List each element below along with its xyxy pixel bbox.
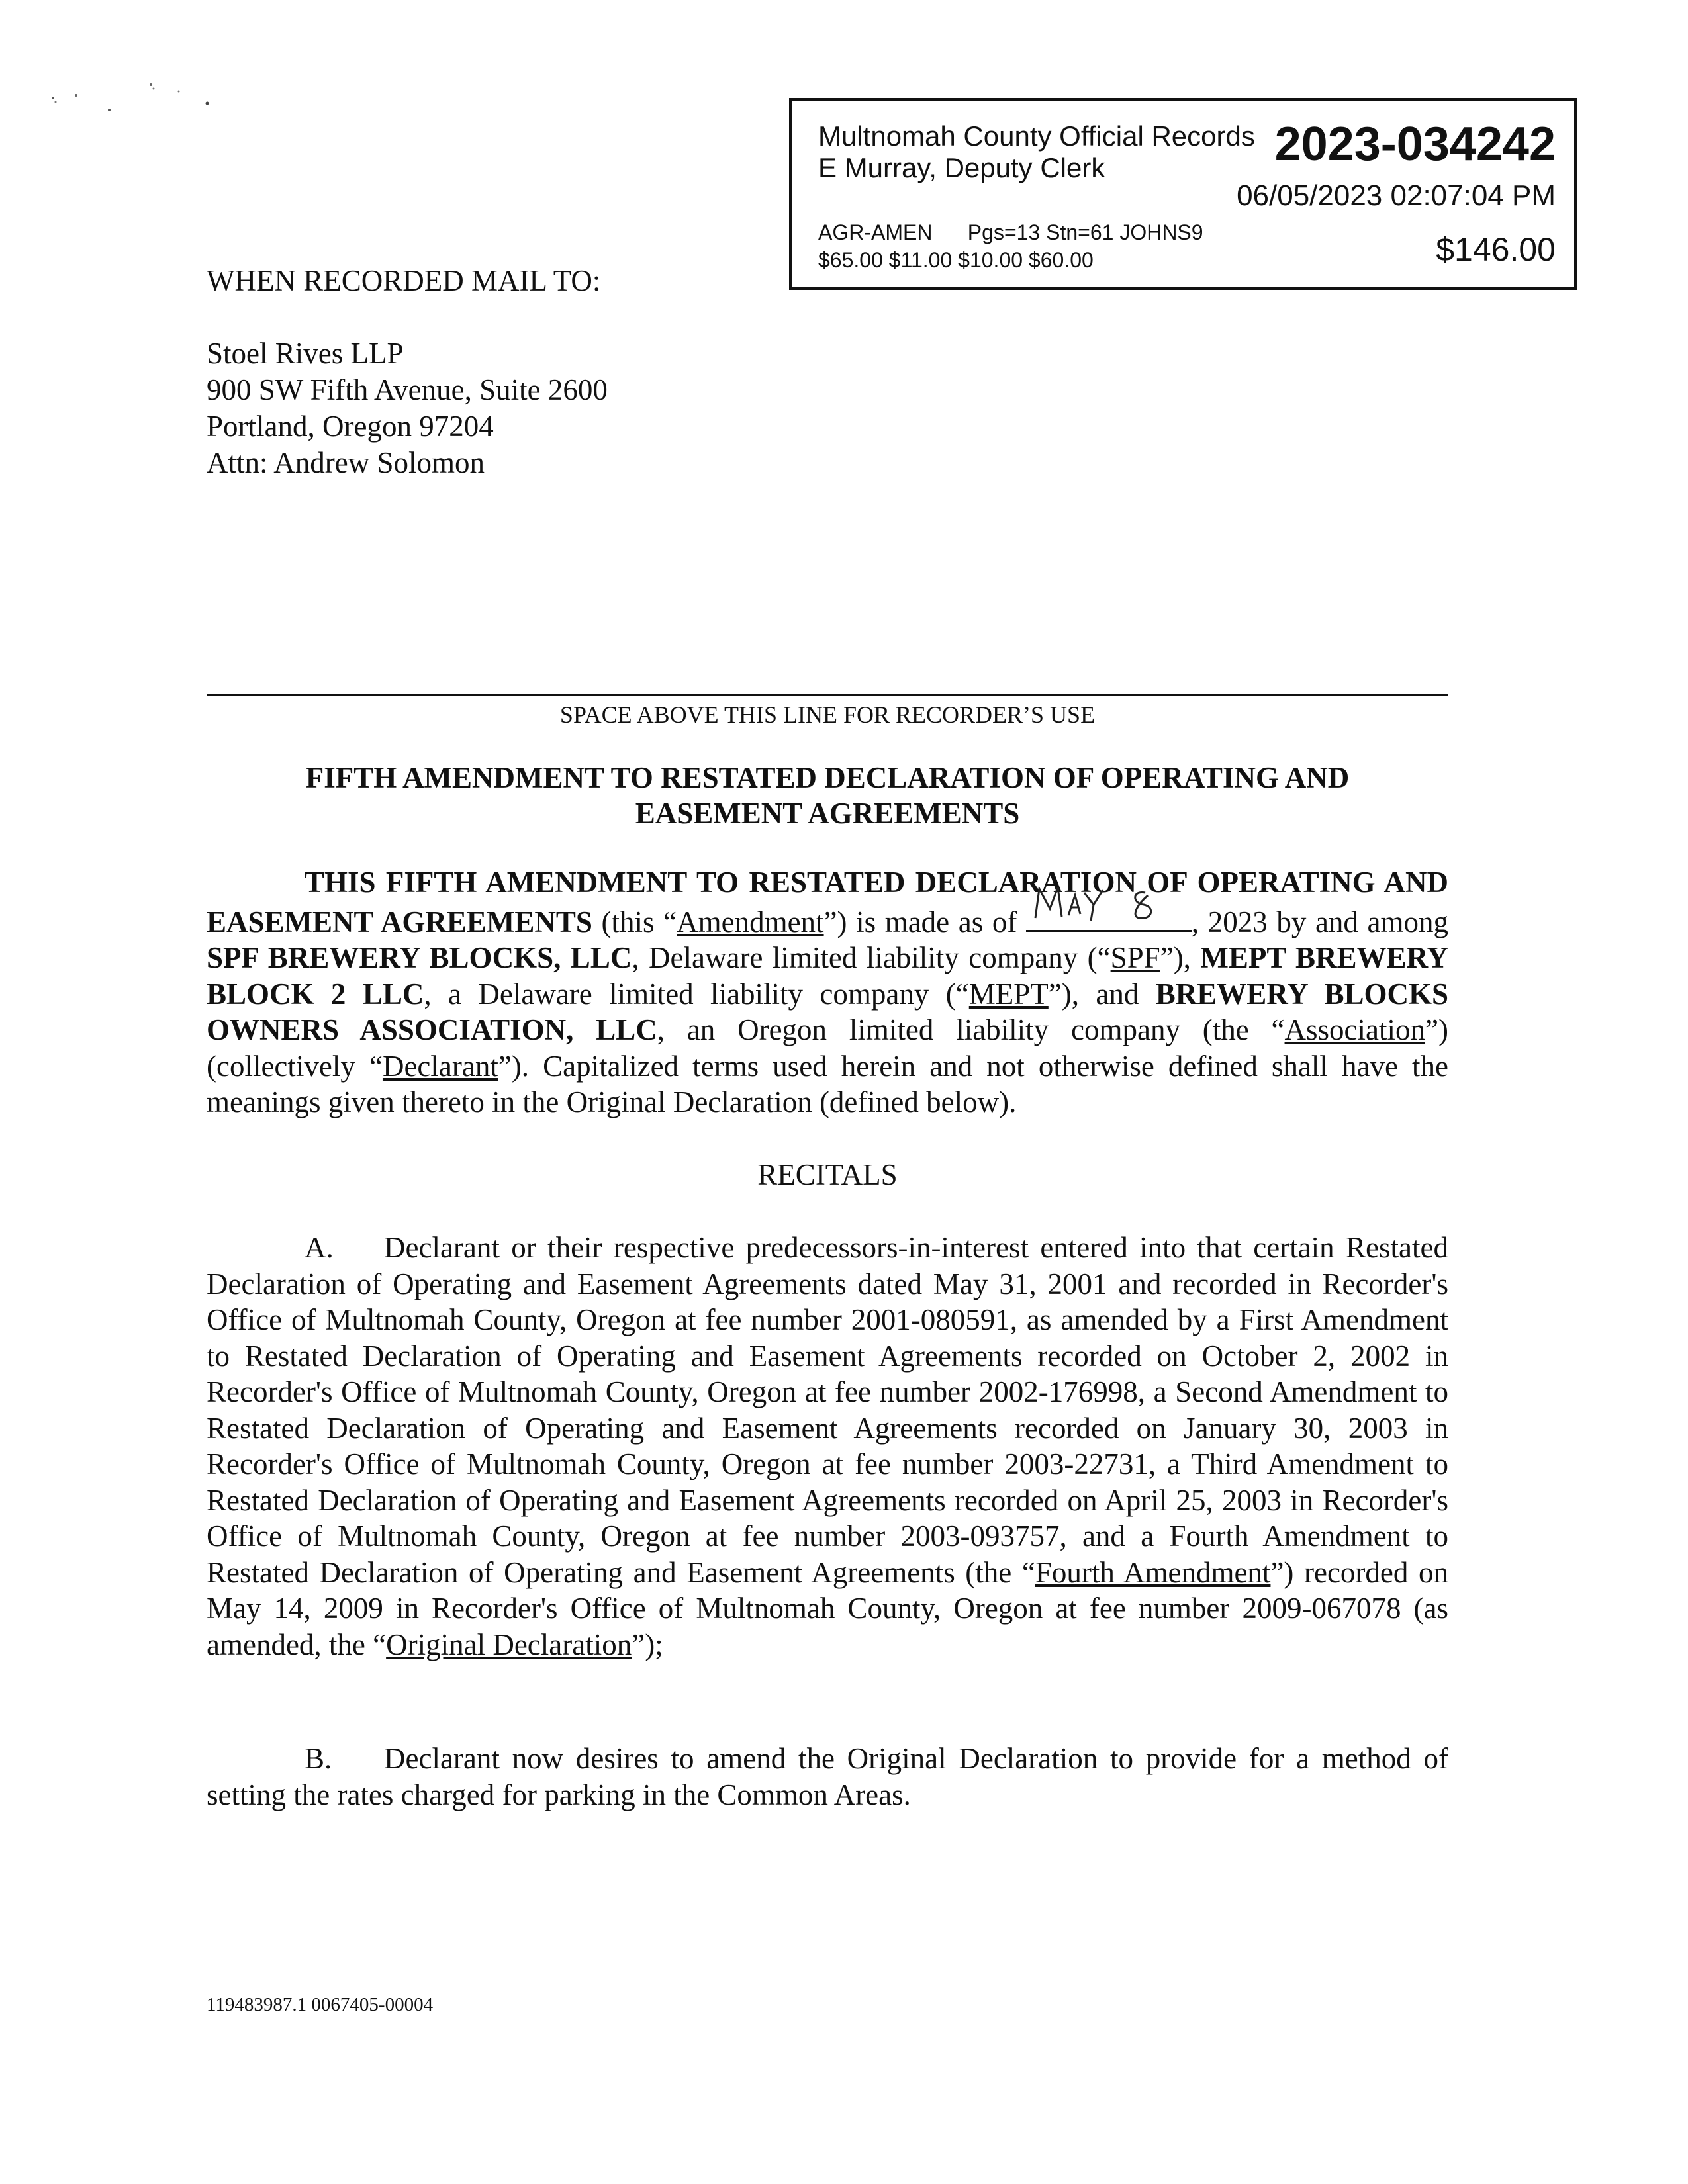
intro-paragraph [207, 864, 1448, 1120]
defined-term-original-declaration: Original Declaration [386, 1627, 632, 1661]
defined-term-association: Association [1284, 1013, 1426, 1046]
intro-text: , a Delaware limited liability company (“ [424, 977, 969, 1011]
intro-text: (this “ [592, 905, 677, 938]
intro-bold-title: THIS FIFTH AMENDMENT TO RESTATED DECLARATION OF OPERATING AND EASEMENT AGREEMENTS [207, 866, 1448, 938]
defined-term-fourth-amendment: Fourth Amendment [1035, 1555, 1271, 1589]
address-line: Portland, Oregon 97204 [207, 410, 494, 443]
recital-b-label: B. [305, 1742, 332, 1775]
recital-a-text: Declarant or their respective predecessors-in-interest entered into that certain Restated Declaration of Operating and Easement Agreements dated May 31, 2001 and recorded in Recorder's Office of Multnomah County, Oregon at fee number 2001-080591, as amended by a First Amendment to Restated Declaration of Operating and Easement Agreements recorded on October 2, 2002 in Recorder's Office of Multnomah County, Oregon at fee number 2002-176998, a Second Amendment to Restated Declaration of Operating and Easement Agreements recorded on January 30, 2003 in Recorder's Office of Multnomah County, Oregon at fee number 2003-22731, a Third Amendment to Restated Declaration of Operating and Easement Agreements recorded on April 25, 2003 in Recorder's Office of Multnomah County, Oregon at fee number 2003-093757, and a Fourth Amendment to Restated Declaration of Operating and Easement Agreements (the “ [207, 1231, 1448, 1589]
intro-text: ”), and [1048, 977, 1156, 1011]
defined-term-declarant: Declarant [382, 1049, 498, 1083]
stamp-datetime: 06/05/2023 02:07:04 PM [1237, 179, 1556, 212]
intro-text: ”) (collectively “ [207, 1013, 1448, 1083]
defined-term-mept: MEPT [968, 977, 1049, 1011]
recital-a-text: ”) recorded on May 14, 2009 in Recorder's Office of Multnomah County, Oregon at fee number 2009-067078 (as amended, the “ [207, 1555, 1448, 1661]
scan-specks [46, 73, 225, 119]
address-line: Attn: Andrew Solomon [207, 446, 485, 479]
stamp-fee-breakdown: $65.00 $11.00 $10.00 $60.00 [818, 248, 1094, 272]
intro-text: ”), [1160, 941, 1201, 974]
stamp-clerk: E Murray, Deputy Clerk [818, 152, 1105, 183]
recital-b [207, 1741, 1448, 1813]
recital-a-label: A. [305, 1231, 334, 1264]
title-line-2: EASEMENT AGREEMENTS [635, 797, 1020, 830]
intro-text: ”) is made as of [823, 905, 1026, 938]
recital-a-text: ”); [632, 1627, 663, 1661]
recorder-divider [207, 694, 1448, 696]
document-title [207, 760, 1448, 831]
document-footer-id: 119483987.1 0067405-00004 [207, 1994, 434, 2015]
party-mept-name: MEPT BREWERY BLOCK 2 LLC [207, 941, 1448, 1011]
intro-text: , 2023 by and among [1191, 905, 1449, 938]
defined-term-amendment: Amendment [677, 905, 824, 938]
handwritten-date-field [1026, 901, 1192, 932]
stamp-total-fee: $146.00 [1436, 231, 1556, 268]
party-spf-name: SPF BREWERY BLOCKS, LLC [207, 941, 632, 974]
stamp-office: Multnomah County Official Records [818, 120, 1255, 152]
defined-term-spf: SPF [1110, 941, 1160, 974]
party-association-name: BREWERY BLOCKS OWNERS ASSOCIATION, LLC [207, 977, 1449, 1046]
intro-text: , an Oregon limited liability company (the “ [657, 1013, 1285, 1046]
stamp-page-station: Pgs=13 Stn=61 JOHNS9 [967, 220, 1203, 244]
address-line: 900 SW Fifth Avenue, Suite 2600 [207, 373, 608, 406]
recital-a [207, 1230, 1448, 1662]
stamp-document-type: AGR-AMEN [818, 220, 933, 244]
stamp-type-line [818, 220, 1203, 245]
recital-b-text: Declarant now desires to amend the Original Declaration to provide for a method of setting the rates charged for parking in the Common Areas. [207, 1742, 1448, 1811]
title-line-1: FIFTH AMENDMENT TO RESTATED DECLARATION OF OPERATING AND [305, 761, 1350, 794]
stamp-document-number: 2023-034242 [1274, 118, 1556, 171]
recitals-heading: RECITALS [757, 1158, 898, 1191]
recording-stamp [789, 98, 1577, 290]
intro-text: , Delaware limited liability company (“ [632, 941, 1111, 974]
handwritten-date-signature [1033, 884, 1178, 923]
recorder-note: SPACE ABOVE THIS LINE FOR RECORDER’S USE [559, 702, 1096, 728]
intro-text: ”). Capitalized terms used herein and not otherwise defined shall have the meanings given thereto in the Original Declaration (defined below). [207, 1049, 1448, 1118]
mail-to-heading: WHEN RECORDED MAIL TO: [207, 264, 601, 297]
address-line: Stoel Rives LLP [207, 337, 404, 370]
return-address [207, 336, 608, 481]
